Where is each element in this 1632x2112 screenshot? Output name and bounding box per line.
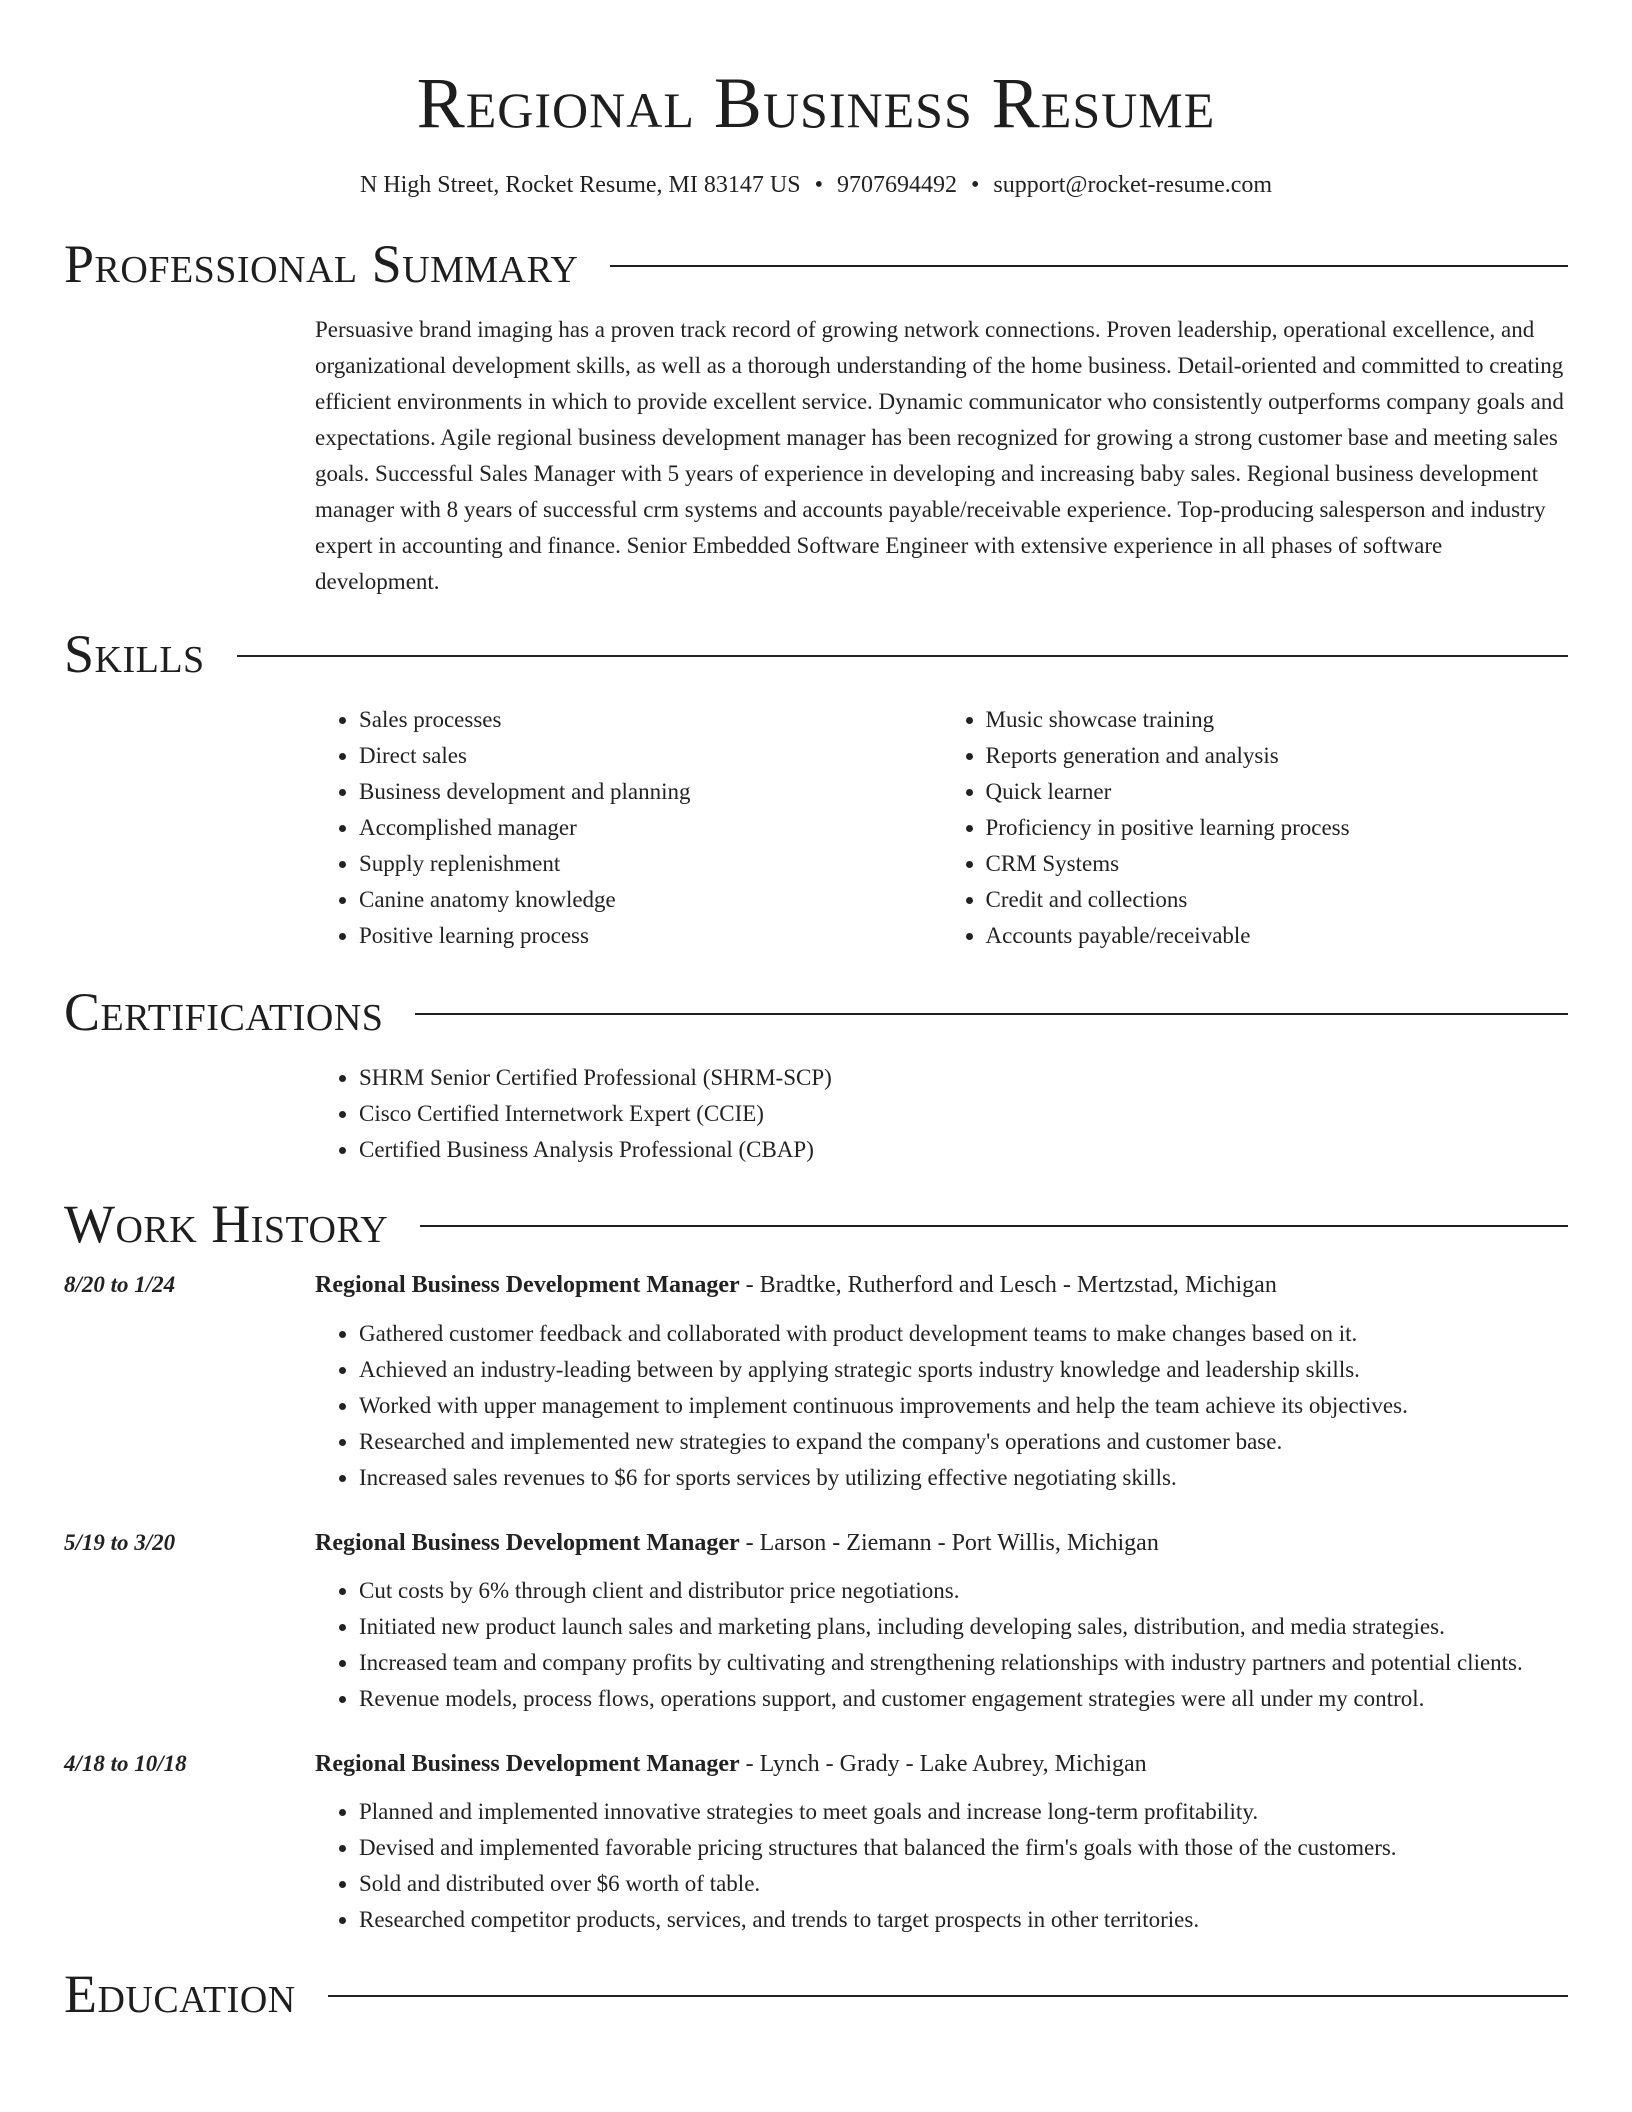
job-title: Regional Business Development Manager bbox=[315, 1272, 740, 1298]
job-entry bbox=[64, 1530, 1568, 1717]
education-heading: Education bbox=[64, 1964, 296, 2024]
skills-column-left bbox=[315, 702, 942, 954]
summary-text: Persuasive brand imaging has a proven track record of growing network connections. Proven leadership, operational excellence, and organizational development skills, as well as a thorough understanding of the home business. Detail-oriented and committed to creating efficient environments in which to provide excellent service. Dynamic communicator who consistently outperforms company goals and expectations. Agile regional business development manager has been recognized for growing a strong customer base and meeting sales goals. Successful Sales Manager with 5 years of experience in developing and increasing baby sales. Regional business development manager with 8 years of successful crm systems and accounts payable/receivable experience. Top-producing salesperson and industry expert in accounting and finance. Senior Embedded Software Engineer with extensive experience in all phases of software development. bbox=[315, 317, 1564, 594]
skills-column-right bbox=[942, 702, 1569, 954]
job-bullet: • Planned and implemented innovative strategies to meet goals and increase long-term profitability. bbox=[359, 1794, 1568, 1830]
work-heading: Work History bbox=[64, 1194, 389, 1254]
job-bullet: • Sold and distributed over $6 worth of table. bbox=[359, 1866, 1568, 1902]
skill-item: • Business development and planning bbox=[359, 774, 942, 810]
summary-section-header bbox=[64, 234, 1568, 294]
work-section-header bbox=[64, 1194, 1568, 1254]
certification-item: • Cisco Certified Internetwork Expert (CCIE) bbox=[359, 1096, 1568, 1132]
skills-list bbox=[315, 702, 1568, 954]
skill-item: • Music showcase training bbox=[986, 702, 1569, 738]
job-bullet: • Increased team and company profits by cultivating and strengthening relationships with industry partners and potential clients. bbox=[359, 1645, 1568, 1681]
job-title: Regional Business Development Manager bbox=[315, 1530, 740, 1556]
job-dates: 5/19 to 3/20 bbox=[64, 1530, 176, 1555]
skills-section-header bbox=[64, 624, 1568, 684]
section-divider bbox=[237, 655, 1568, 657]
resume-name: Regional Business Resume bbox=[416, 63, 1216, 143]
job-bullet: • Worked with upper management to implement continuous improvements and help the team achieve its objectives. bbox=[359, 1388, 1568, 1424]
summary-heading: Professional Summary bbox=[64, 234, 579, 294]
job-entry bbox=[64, 1272, 1568, 1496]
skill-item: • Accomplished manager bbox=[359, 810, 942, 846]
section-divider bbox=[420, 1225, 1568, 1227]
job-bullet: • Revenue models, process flows, operations support, and customer engagement strategies were all under my control. bbox=[359, 1681, 1568, 1717]
job-bullets bbox=[315, 1316, 1568, 1496]
job-bullets bbox=[315, 1573, 1568, 1717]
skill-item: • Sales processes bbox=[359, 702, 942, 738]
job-bullet: • Achieved an industry-leading between by applying strategic sports industry knowledge and leadership skills. bbox=[359, 1352, 1568, 1388]
skill-item: • Supply replenishment bbox=[359, 846, 942, 882]
job-employer: - Lynch - Grady - Lake Aubrey, Michigan bbox=[739, 1751, 1147, 1777]
job-bullet: • Gathered customer feedback and collaborated with product development teams to make changes based on it. bbox=[359, 1316, 1568, 1352]
job-bullets bbox=[315, 1794, 1568, 1938]
contact-line bbox=[64, 170, 1568, 200]
job-bullet: • Cut costs by 6% through client and distributor price negotiations. bbox=[359, 1573, 1568, 1609]
skill-item: • Accounts payable/receivable bbox=[986, 918, 1569, 954]
contact-email: support@rocket-resume.com bbox=[993, 172, 1273, 198]
certification-item: • Certified Business Analysis Professional (CBAP) bbox=[359, 1132, 1568, 1168]
skill-item: • CRM Systems bbox=[986, 846, 1569, 882]
job-title-line bbox=[315, 1272, 1277, 1299]
job-bullet: • Initiated new product launch sales and marketing plans, including developing sales, distribution, and media strategies. bbox=[359, 1609, 1568, 1645]
skill-item: • Direct sales bbox=[359, 738, 942, 774]
skill-item: • Proficiency in positive learning process bbox=[986, 810, 1569, 846]
job-bullet: • Devised and implemented favorable pricing structures that balanced the firm's goals with those of the customers. bbox=[359, 1830, 1568, 1866]
skill-item: • Positive learning process bbox=[359, 918, 942, 954]
section-divider bbox=[328, 1995, 1568, 1997]
job-employer: - Larson - Ziemann - Port Willis, Michigan bbox=[739, 1530, 1159, 1556]
certification-item: • SHRM Senior Certified Professional (SHRM-SCP) bbox=[359, 1060, 1568, 1096]
skill-item: • Credit and collections bbox=[986, 882, 1569, 918]
skills-heading: Skills bbox=[64, 624, 205, 684]
skill-item: • Quick learner bbox=[986, 774, 1569, 810]
contact-phone: 9707694492 bbox=[836, 172, 957, 198]
job-bullet: • Researched and implemented new strategies to expand the company's operations and customer base. bbox=[359, 1424, 1568, 1460]
education-section-header bbox=[64, 1964, 1568, 2024]
job-title: Regional Business Development Manager bbox=[315, 1751, 740, 1777]
job-bullet: • Researched competitor products, services, and trends to target prospects in other territories. bbox=[359, 1902, 1568, 1938]
contact-address: N High Street, Rocket Resume, MI 83147 US bbox=[359, 172, 801, 198]
certifications-list bbox=[315, 1060, 1568, 1168]
job-employer: - Bradtke, Rutherford and Lesch - Mertzstad, Michigan bbox=[739, 1272, 1277, 1298]
job-title-line bbox=[315, 1751, 1147, 1778]
contact-separator: • bbox=[970, 172, 980, 198]
job-dates: 8/20 to 1/24 bbox=[64, 1272, 176, 1297]
certifications-heading: Certifications bbox=[64, 982, 384, 1042]
skill-item: • Reports generation and analysis bbox=[986, 738, 1569, 774]
job-dates: 4/18 to 10/18 bbox=[64, 1751, 187, 1776]
skill-item: • Canine anatomy knowledge bbox=[359, 882, 942, 918]
section-divider bbox=[610, 265, 1568, 267]
job-bullet: • Increased sales revenues to $6 for sports services by utilizing effective negotiating skills. bbox=[359, 1460, 1568, 1496]
section-divider bbox=[415, 1013, 1568, 1015]
certifications-section-header bbox=[64, 982, 1568, 1042]
job-title-line bbox=[315, 1530, 1159, 1557]
job-entry bbox=[64, 1751, 1568, 1938]
contact-separator: • bbox=[814, 172, 823, 198]
resume-page bbox=[64, 0, 1568, 2024]
